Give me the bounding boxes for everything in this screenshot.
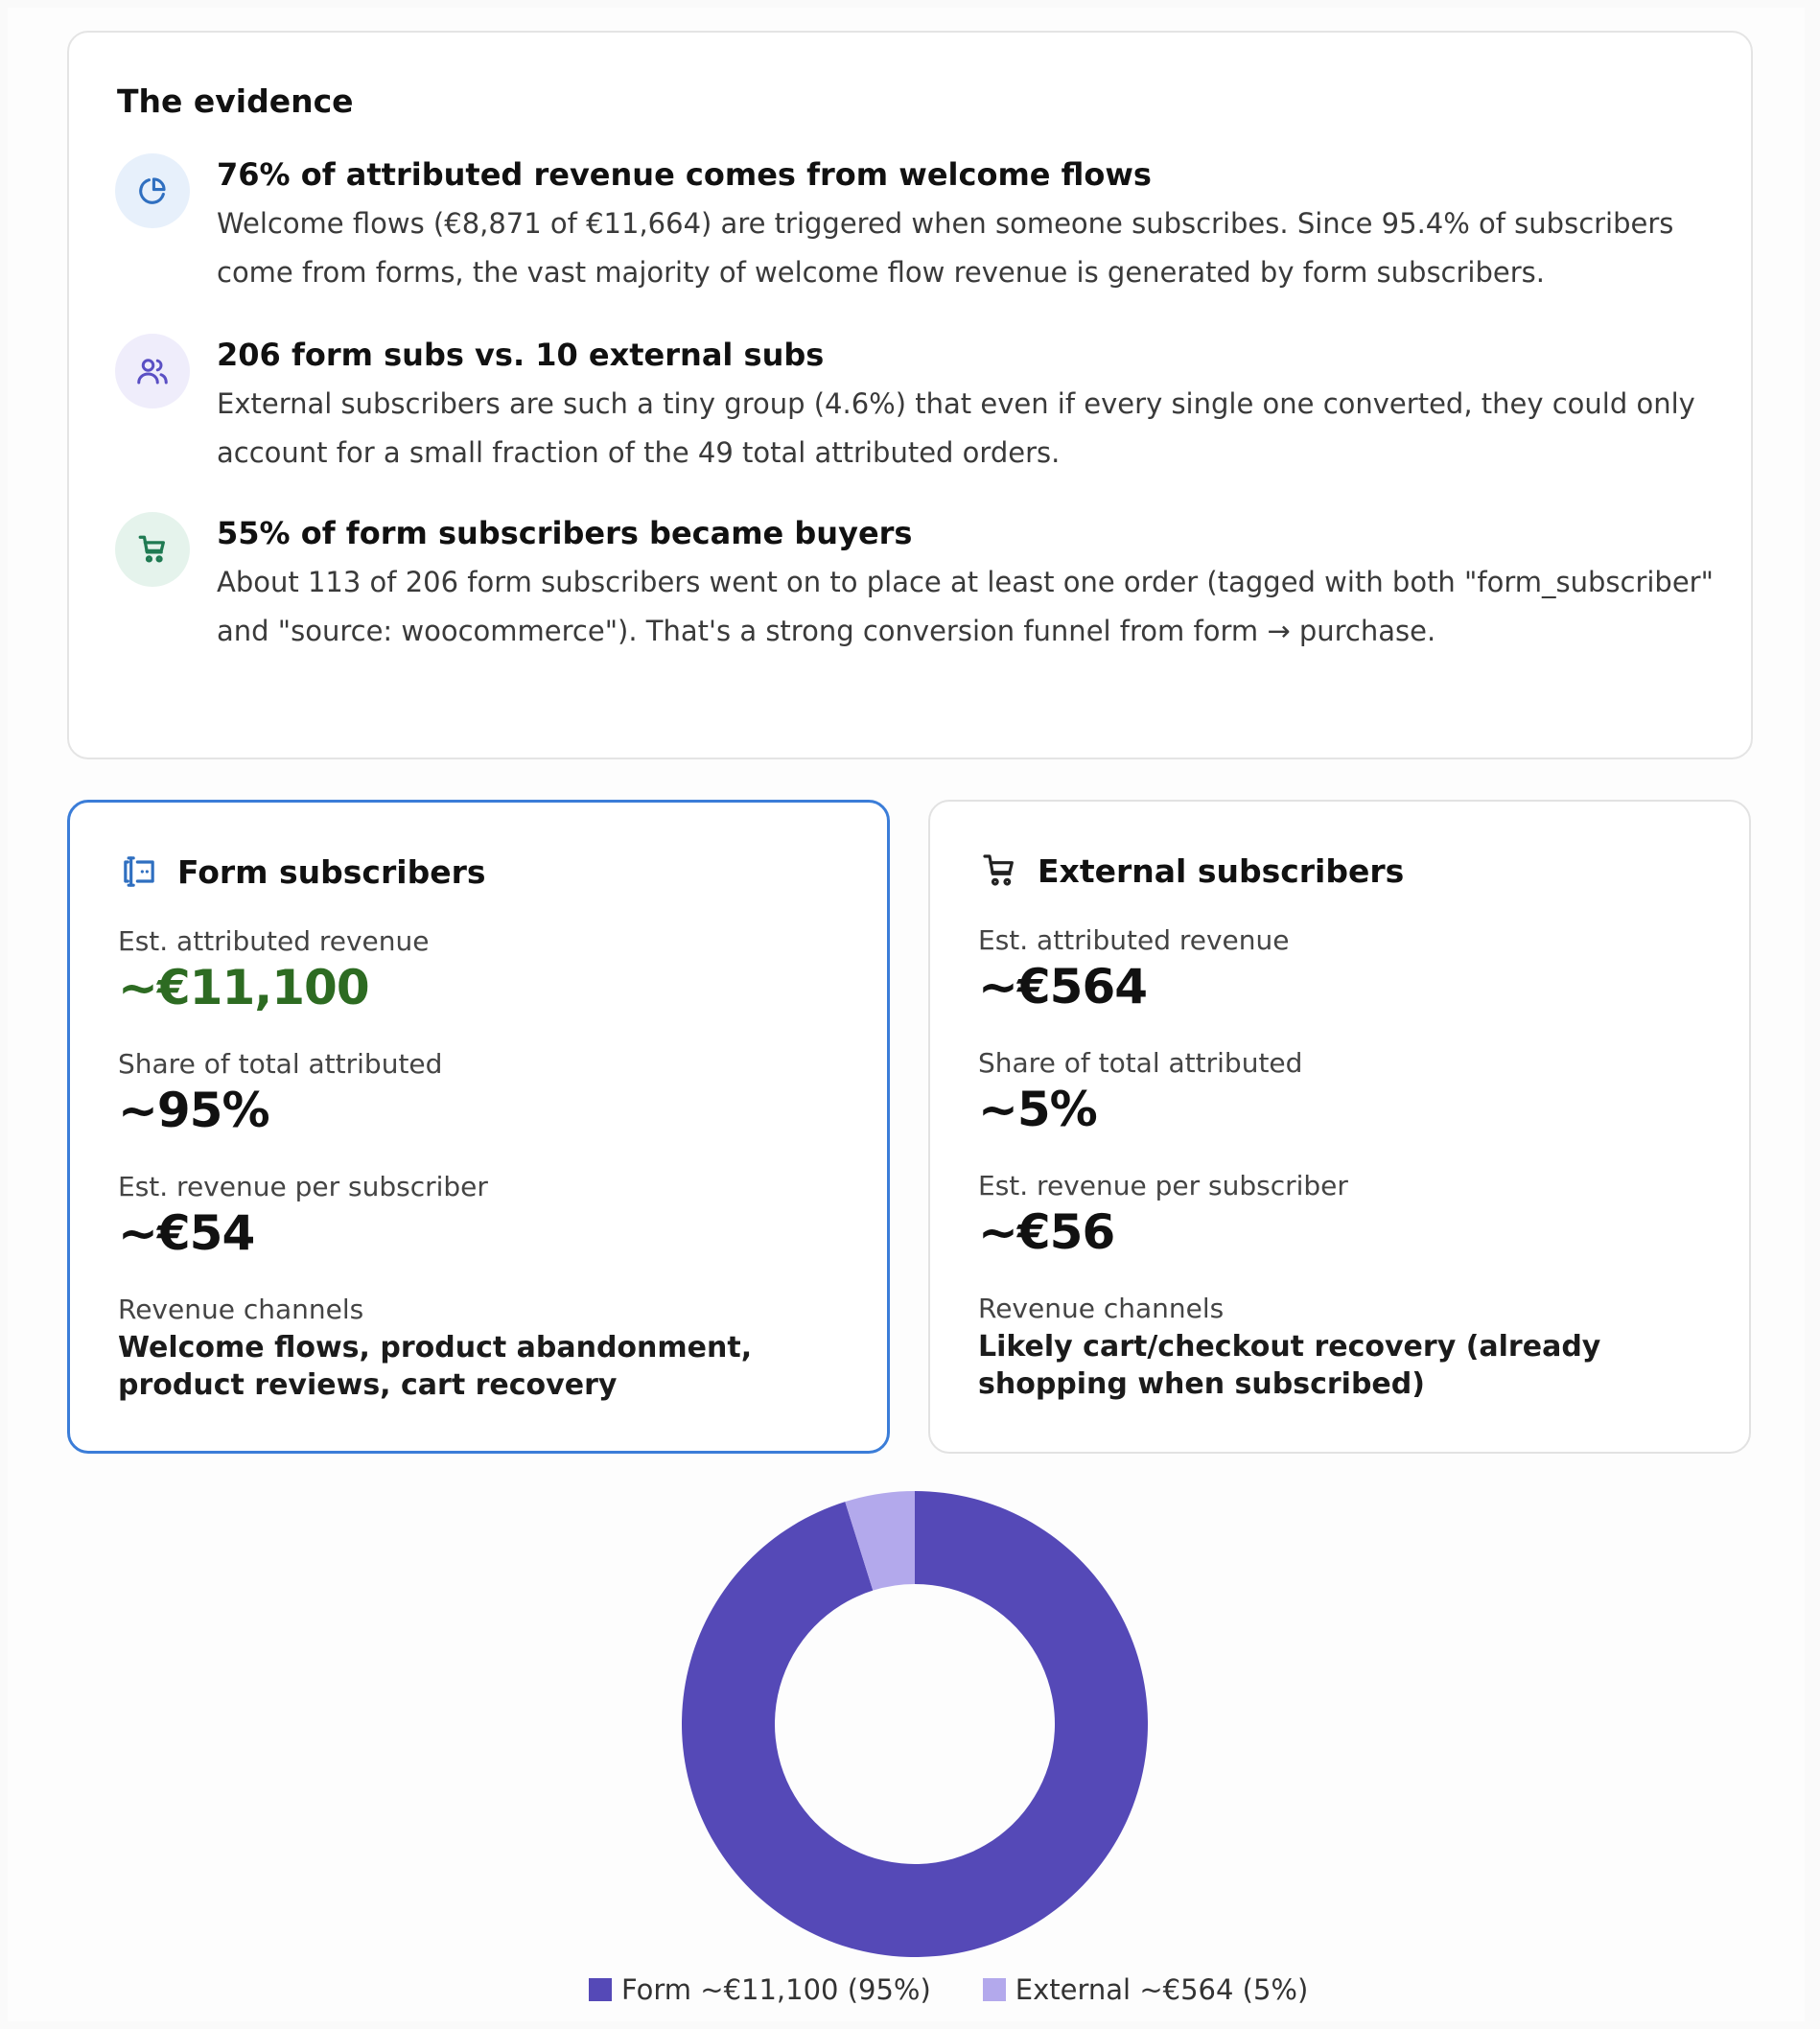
evidence-heading: 55% of form subscribers became buyers — [217, 515, 913, 551]
legend-item-form[interactable] — [589, 1973, 931, 2006]
metric-label: Revenue channels — [978, 1293, 1225, 1324]
evidence-heading: 206 form subs vs. 10 external subs — [217, 337, 825, 373]
evidence-heading: 76% of attributed revenue comes from welcome flows — [217, 156, 1152, 193]
external-revenue-metric — [978, 924, 1290, 1017]
metric-value: ~€54 — [118, 1205, 255, 1261]
evidence-body: External subscribers are such a tiny group (4.6%) that even if every single one converted, they could only account for a small fraction of the 49 total attributed orders. — [217, 387, 1695, 469]
form-share-metric — [118, 1048, 442, 1141]
metric-value: ~95% — [118, 1083, 269, 1138]
legend-swatch-form — [589, 1978, 612, 2001]
metric-label: Share of total attributed — [118, 1048, 443, 1080]
external-share-metric — [978, 1047, 1302, 1140]
legend-label-external: External ~€564 (5%) — [1015, 1973, 1309, 2006]
form-card-title: Form subscribers — [177, 852, 486, 891]
metric-value: ~5% — [978, 1082, 1097, 1137]
metric-value: ~€11,100 — [118, 960, 369, 1015]
metric-value: ~€56 — [978, 1204, 1115, 1260]
evidence-card — [67, 31, 1753, 759]
evidence-body: About 113 of 206 form subscribers went on to place at least one order (tagged with both "form_subscriber" and "source: woocommerce"). That's a strong conversion funnel from form → purchase. — [217, 566, 1714, 647]
external-channels-metric — [978, 1293, 1707, 1403]
metric-text: Welcome flows, product abandonment, product reviews, cart recovery — [118, 1331, 753, 1402]
metric-text: Likely cart/checkout recovery (already shopping when subscribed) — [978, 1330, 1601, 1401]
metric-label: Est. revenue per subscriber — [978, 1170, 1348, 1201]
donut-svg — [681, 1490, 1149, 1958]
external-per-subscriber-metric — [978, 1170, 1348, 1263]
evidence-title: The evidence — [117, 82, 354, 120]
metric-label: Share of total attributed — [978, 1047, 1303, 1079]
metric-label: Est. attributed revenue — [118, 925, 430, 957]
legend-swatch-external — [983, 1978, 1006, 2001]
revenue-donut-chart — [681, 1490, 1149, 1958]
metric-value: ~€564 — [978, 959, 1148, 1014]
metric-label: Est. attributed revenue — [978, 924, 1290, 956]
page — [8, 8, 1805, 2021]
external-card-title: External subscribers — [1038, 851, 1405, 890]
cart-icon — [115, 512, 190, 587]
chart-legend — [589, 1973, 1308, 2006]
form-subscribers-card[interactable] — [67, 800, 890, 1454]
form-per-subscriber-metric — [118, 1171, 488, 1264]
users-icon — [115, 334, 190, 408]
form-input-icon — [118, 851, 160, 893]
metric-label: Revenue channels — [118, 1294, 364, 1325]
form-channels-metric — [118, 1294, 847, 1404]
external-subscribers-card[interactable] — [928, 800, 1751, 1454]
form-revenue-metric — [118, 925, 430, 1018]
metric-label: Est. revenue per subscriber — [118, 1171, 488, 1202]
evidence-body: Welcome flows (€8,871 of €11,664) are triggered when someone subscribes. Since 95.4% of subscribers come from forms, the vast majority of welcome flow revenue is generated by form subscribers. — [217, 207, 1674, 289]
cart-icon — [978, 850, 1020, 892]
pie-chart-icon — [115, 153, 190, 228]
legend-label-form: Form ~€11,100 (95%) — [621, 1973, 931, 2006]
legend-item-external[interactable] — [983, 1973, 1309, 2006]
